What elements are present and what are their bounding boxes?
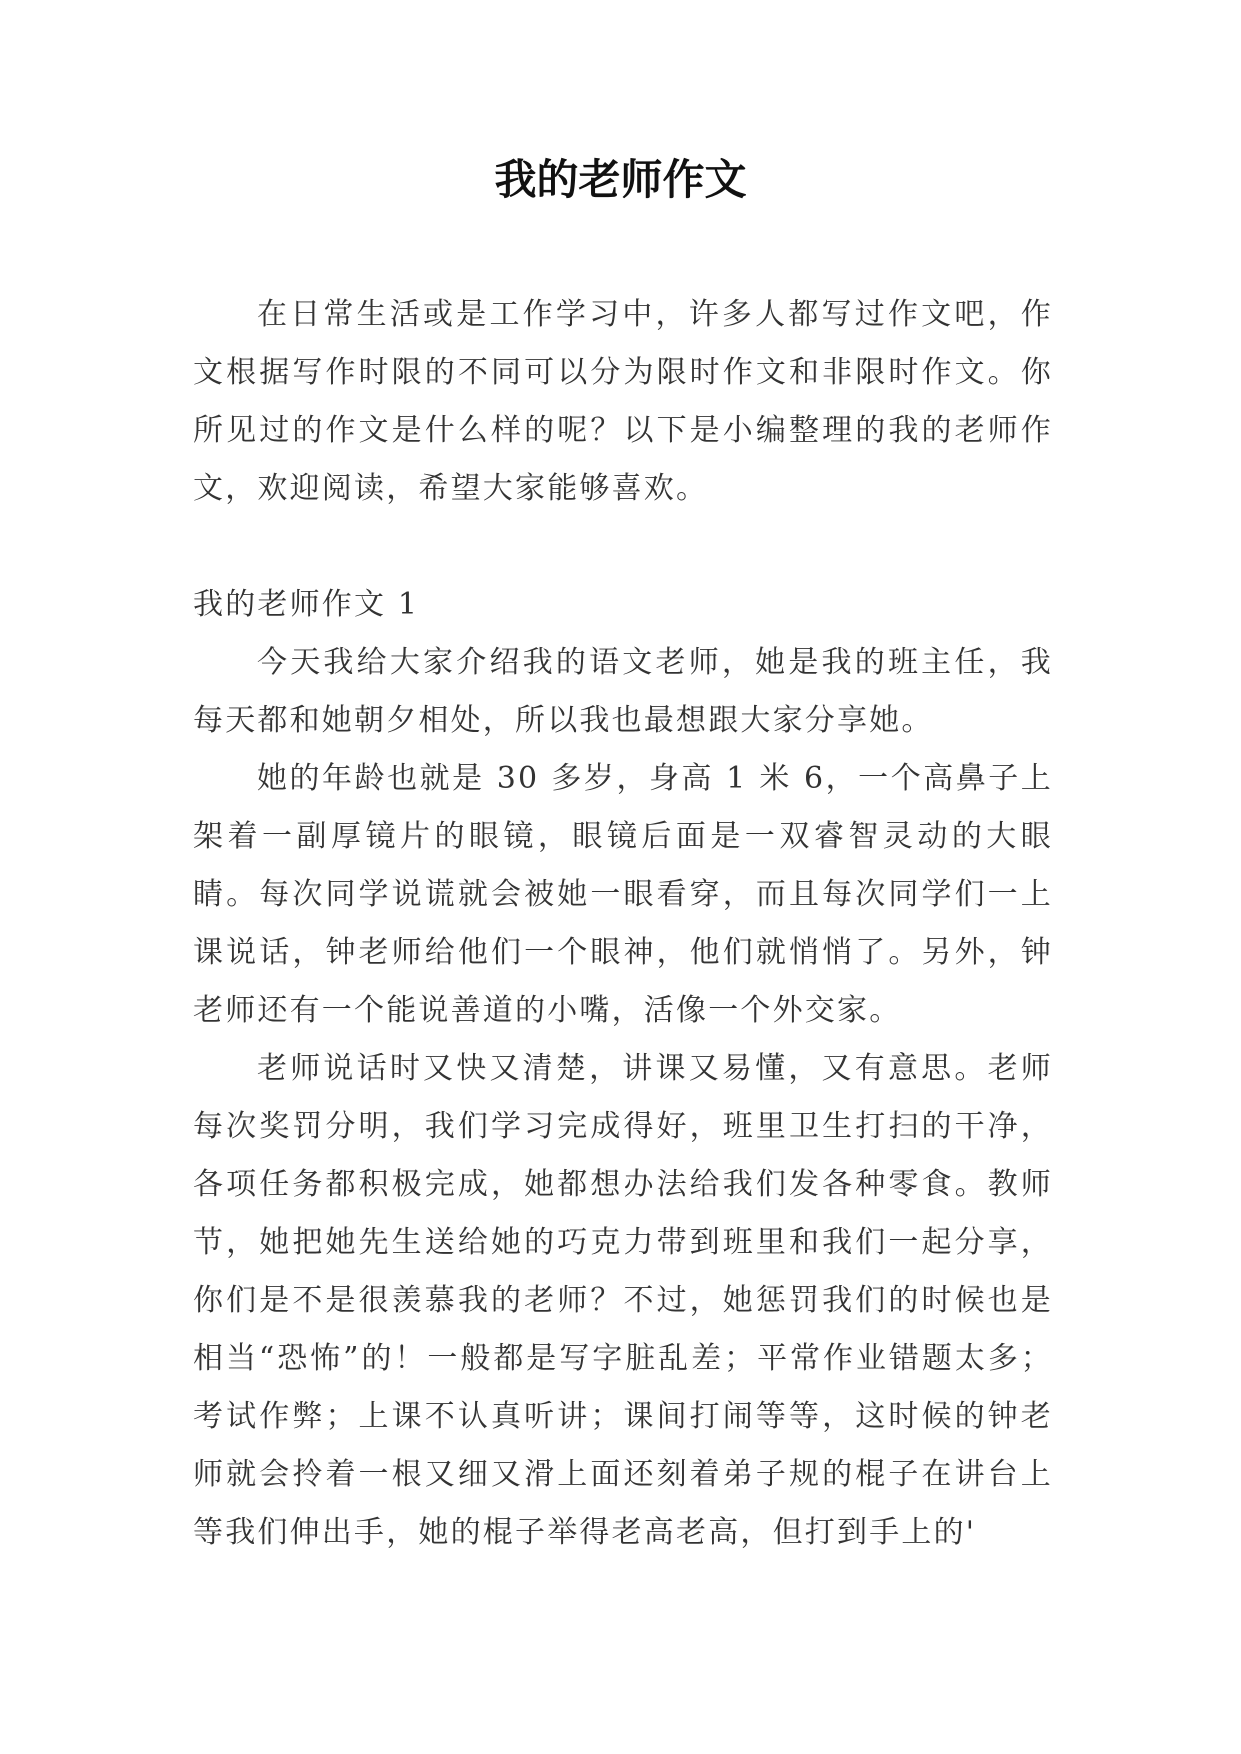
document-title: 我的老师作文 [494,155,747,204]
body-paragraph-2: 她的年龄也就是 30 多岁，身高 1 米 6，一个高鼻子上架着一副厚镜片的眼镜，眼镜后面是一双睿智灵动的大眼睛。每次同学说谎就会被她一眼看穿，而且每次同学们一上课说话，钟老师给他们一个眼神，他们就悄悄了。另外，钟老师还有一个能说善道的小嘴，活像一个外交家。 [193,761,1053,1028]
body-paragraph-1: 今天我给大家介绍我的语文老师，她是我的班主任，我每天都和她朝夕相处，所以我也最想跟大家分享她。 [193,645,1053,738]
body-paragraph-3: 老师说话时又快又清楚，讲课又易懂，又有意思。老师每次奖罚分明，我们学习完成得好，班里卫生打扫的干净，各项任务都积极完成，她都想办法给我们发各种零食。教师节，她把她先生送给她的巧克力带到班里和我们一起分享，你们是不是很羡慕我的老师？不过，她惩罚我们的时候也是相当“恐怖”的！一般都是写字脏乱差；平常作业错题太多；考试作弊；上课不认真听讲；课间打闹等等，这时候的钟老师就会拎着一根又细又滑上面还刻着弟子规的棍子在讲台上等我们伸出手，她的棍子举得老高老高，但打到手上的' [193,1051,1053,1550]
intro-paragraph: 在日常生活或是工作学习中，许多人都写过作文吧，作文根据写作时限的不同可以分为限时作文和非限时作文。你所见过的作文是什么样的呢？以下是小编整理的我的老师作文，欢迎阅读，希望大家能够喜欢。 [193,297,1053,506]
section-heading: 我的老师作文 1 [193,587,420,622]
document-body [193,286,1053,1562]
